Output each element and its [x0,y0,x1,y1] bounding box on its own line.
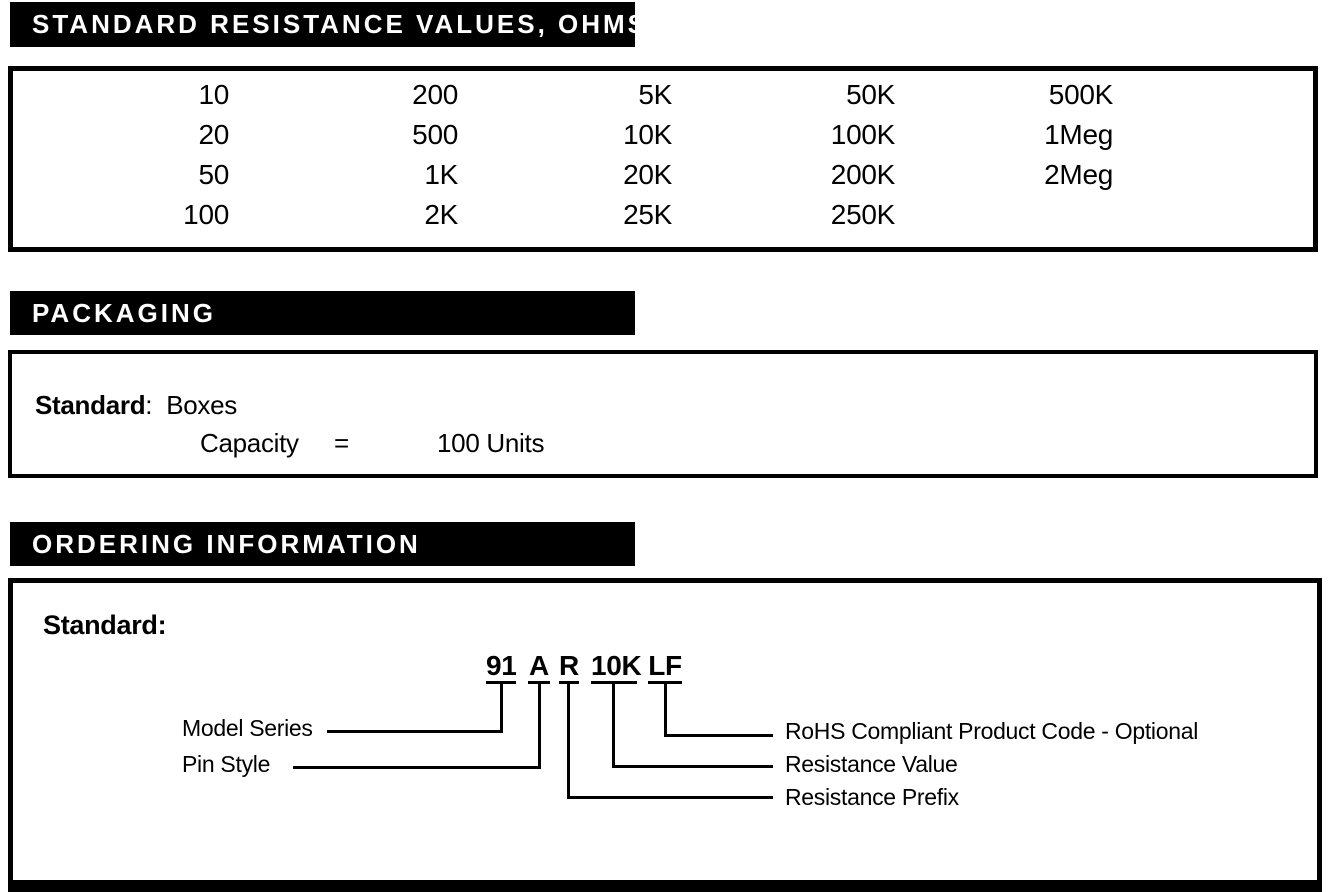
resistance-cell: 1K [424,159,458,190]
connector-horizontal-resistance-value [612,765,773,768]
resistance-cell: 10K [623,119,672,150]
ordering-section-header-bar [10,522,635,566]
packaging-standard-line [35,391,237,419]
resistance-cell: 2Meg [1044,159,1113,190]
part-code-segment-pin-style: A [528,651,550,684]
resistance-section-header-bar [10,2,649,47]
packaging-standard-colon: : [145,390,153,420]
resistance-cell: 25K [623,199,672,230]
resistance-cell: 250K [830,199,895,230]
callout-resistance-value: Resistance Value [785,751,958,777]
resistance-cell: 200K [830,159,895,190]
connector-vertical-rohs [664,684,667,737]
connector-vertical-pin-style [538,684,541,769]
resistance-cell: 10 [198,79,229,110]
callout-resistance-prefix: Resistance Prefix [785,784,959,810]
resistance-cell: 2K [424,199,458,230]
packaging-standard-label: Standard [35,390,146,420]
resistance-cell [895,195,1113,235]
resistance-cell: 20K [623,159,672,190]
callout-rohs: RoHS Compliant Product Code - Optional [785,718,1199,744]
packaging-standard-value: Boxes [166,390,237,420]
resistance-cell: 50 [198,159,229,190]
resistance-section-title: STANDARD RESISTANCE VALUES, OHMS [32,9,649,39]
connector-horizontal-rohs [664,734,773,737]
connector-horizontal-model-series [327,730,503,733]
connector-vertical-resistance-value [612,684,615,768]
packaging-section-header-bar [10,291,635,335]
part-code-segment-resistance-value: 10K [591,651,637,684]
callout-pin-style: Pin Style [182,751,271,777]
resistance-cell: 500K [1048,79,1113,110]
part-code-segment-model: 91 [486,651,516,684]
packaging-capacity-label: Capacity [200,428,299,458]
resistance-cell: 1Meg [1044,119,1113,150]
connector-horizontal-pin-style [293,766,541,769]
connector-vertical-model-series [500,684,503,733]
part-code-segment-rohs: LF [648,651,682,684]
packaging-section-title: PACKAGING [32,297,216,328]
ordering-section-title: ORDERING INFORMATION [32,528,421,559]
resistance-cell: 500 [412,119,458,150]
ordering-standard-label: Standard: [43,610,167,640]
part-code-segment-resistance-prefix: R [559,651,579,684]
resistance-cell: 100 [183,199,229,230]
resistance-cell: 50K [846,79,895,110]
packaging-capacity-value: 100 Units [437,428,545,458]
packaging-equals-sign: = [334,428,349,458]
resistance-cell: 100K [830,119,895,150]
callout-model-series: Model Series [182,715,313,741]
connector-vertical-resistance-prefix [567,684,570,799]
resistance-values-grid [13,75,1313,235]
resistance-cell: 200 [412,79,458,110]
resistance-cell: 5K [638,79,672,110]
resistance-cell: 20 [198,119,229,150]
connector-horizontal-resistance-prefix [567,796,773,799]
